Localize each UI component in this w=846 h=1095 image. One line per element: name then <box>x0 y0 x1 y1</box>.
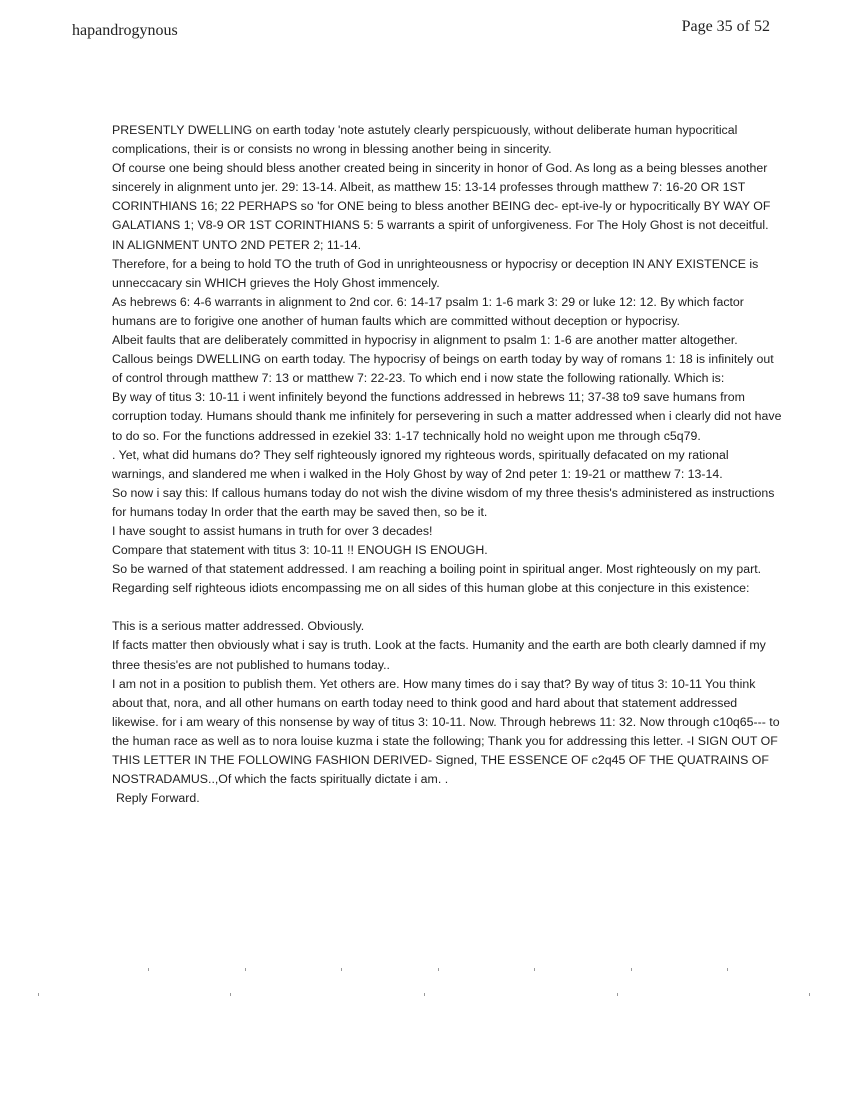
paragraph: IN ALIGNMENT UNTO 2ND PETER 2; 11-14. <box>112 237 362 252</box>
paragraph: I am not in a position to publish them. Yet others are. How many times do i say that? By way of titus 3: 10-11 You think about that, nora, and all other humans on earth today need to think good and hard about that statement addressed likewise. for i am weary of this nonsense by way of titus 3: 10-11. Now. Through hebrews 11: 32. Now through c10q65--- to the human race as well as to nora louise kuzma i state the following; Thank you for addressing this letter. -I SIGN OUT OF THIS LETTER IN THE FOLLOWING FASHION DERIVED- Signed, THE ESSENCE OF c2q45 OF THE QUATRAINS OF NOSTRADAMUS..,Of which the facts spiritually dictate i am. . <box>112 676 780 787</box>
paragraph: PRESENTLY DWELLING on earth today 'note astutely clearly perspicuously, without deliberate human hypocritical complications, their is or consists no wrong in blessing another being in sincerity. <box>112 123 738 157</box>
speck <box>631 968 632 971</box>
speck <box>809 993 810 996</box>
scan-speckles <box>0 960 846 1010</box>
speck <box>438 968 439 971</box>
paragraph: Regarding self righteous idiots encompassing me on all sides of this human globe at this conjecture in this existence: <box>112 581 750 596</box>
speck <box>245 968 246 971</box>
paragraph: Therefore, for a being to hold TO the truth of God in unrighteousness or hypocrisy or deception IN ANY EXISTENCE is unneccacary sin WHICH grieves the Holy Ghost immencely. <box>112 256 759 290</box>
paragraph: This is a serious matter addressed. Obviously. <box>112 619 365 634</box>
reply-forward-line: Reply Forward. <box>116 791 200 806</box>
paragraph: So now i say this: If callous humans today do not wish the divine wisdom of my three thesis's administered as instructions for humans today In order that the earth may be saved then, so be it. <box>112 485 775 519</box>
speck <box>534 968 535 971</box>
speck <box>148 968 149 971</box>
speck <box>617 993 618 996</box>
speck <box>424 993 425 996</box>
paragraph: As hebrews 6: 4-6 warrants in alignment to 2nd cor. 6: 14-17 psalm 1: 1-6 mark 3: 29 or luke 12: 12. By which factor humans are to forigive one another of human faults which are committed without deception or hypocrisy. <box>112 294 744 328</box>
paragraph: Callous beings DWELLING on earth today. The hypocrisy of beings on earth today by way of romans 1: 18 is infinitely out of control through matthew 7: 13 or matthew 7: 22-23. To which end i now state the following rationally. Which is: <box>112 352 774 386</box>
paragraph: Albeit faults that are deliberately committed in hypocrisy in alignment to psalm 1: 1-6 are another matter altogether. <box>112 333 738 348</box>
speck <box>230 993 231 996</box>
paragraph: . Yet, what did humans do? They self righteously ignored my righteous words, spiritually defacated on my rational warnings, and slandered me when i walked in the Holy Ghost by way of 2nd peter 1: 19-21 or matthew 7: 13-14. <box>112 447 729 481</box>
paragraph: If facts matter then obviously what i say is truth. Look at the facts. Humanity and the earth are both clearly damned if my three thesis'es are not published to humans today.. <box>112 638 766 672</box>
paragraph: I have sought to assist humans in truth for over 3 decades! <box>112 523 433 538</box>
page-number: Page 35 of 52 <box>681 18 770 35</box>
paragraph: By way of titus 3: 10-11 i went infinitely beyond the functions addressed in hebrews 11; 37-38 to9 save humans from corruption today. Humans should thank me infinitely for persevering in such a matter addressed when i clearly did not have to do so. For the functions addressed in ezekiel 33: 1-17 technically hold no weight upon me through c5q79. <box>112 390 782 443</box>
paragraph: Compare that statement with titus 3: 10-11 !! ENOUGH IS ENOUGH. <box>112 543 488 558</box>
blank-line <box>112 598 782 617</box>
paragraph: Of course one being should bless another created being in sincerity in honor of God. As long as a being blesses another sincerely in alignment unto jer. 29: 13-14. Albeit, as matthew 15: 13-14 professes through matthew 7: 16-20 OR 1ST CORINTHIANS 16; 22 PERHAPS so 'for ONE being to bless another BEING dec- ept-ive-ly or hypocritically BY WAY OF GALATIANS 1; V8-9 OR 1ST CORINTHIANS 5: 5 warrants a spirit of unforgiveness. For The Holy Ghost is not deceitful. <box>112 161 771 233</box>
paragraph: So be warned of that statement addressed. I am reaching a boiling point in spiritual anger. Most righteously on my part. <box>112 562 762 577</box>
author-header: hapandrogynous <box>72 22 178 39</box>
speck <box>727 968 728 971</box>
letter-body <box>112 121 782 808</box>
speck <box>38 993 39 996</box>
speck <box>341 968 342 971</box>
